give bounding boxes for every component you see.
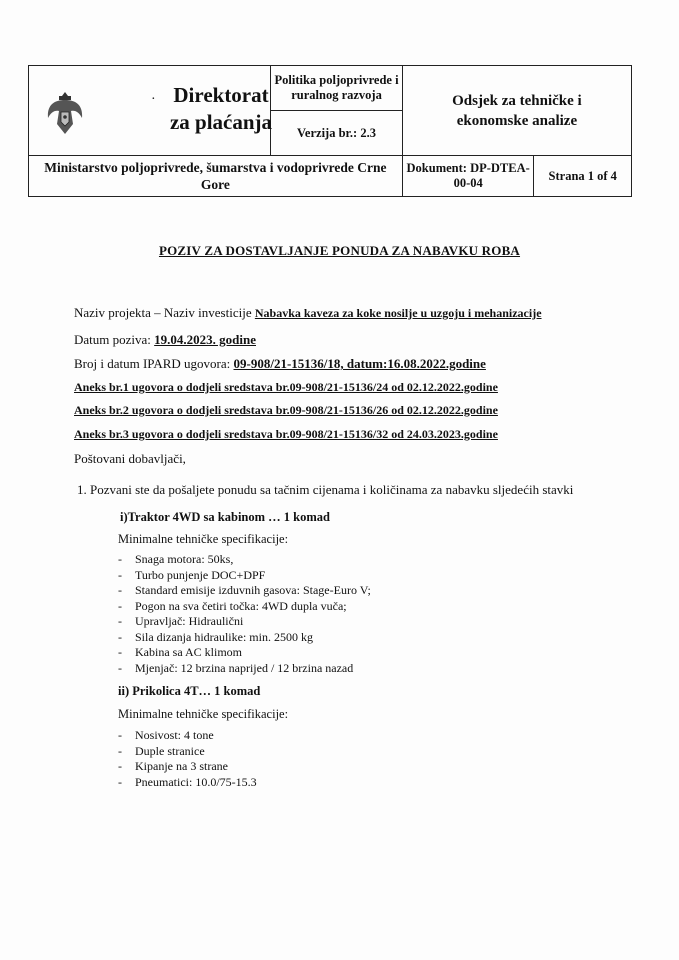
item-1-spec-list — [118, 552, 371, 676]
document-line-2: 00-04 — [453, 176, 483, 190]
spec-item: - Snaga motora: 50ks, — [118, 552, 371, 568]
policy-line-1: Politika poljoprivrede i — [274, 73, 399, 87]
header-table — [28, 65, 632, 197]
agency-line-1: Direktorat — [173, 83, 269, 107]
document-cell — [402, 156, 534, 197]
document-line-1: Dokument: DP-DTEA- — [406, 161, 530, 175]
item-2-spec-list — [118, 728, 257, 790]
department-cell — [402, 66, 631, 156]
contract-label: Broj i datum IPARD ugovora: — [74, 356, 234, 371]
spec-item: - Turbo punjenje DOC+DPF — [118, 568, 371, 584]
ministry-line-1: Ministarstvo poljoprivrede, šumarstva i vodoprivrede Crne — [44, 160, 387, 175]
date-label: Datum poziva: — [74, 332, 155, 347]
contract-value: 09-908/21-15136/18, datum:16.08.2022.godine — [233, 356, 486, 371]
spec-item: - Standard emisije izduvnih gasova: Stage-Euro V; — [118, 583, 371, 599]
contract-line — [74, 356, 486, 372]
spec-item: - Kipanje na 3 strane — [118, 759, 257, 775]
page-number: Strana 1 of 4 — [548, 168, 617, 183]
annex-1: Aneks br.1 ugovora o dodjeli sredstava br.09-908/21-15136/24 od 02.12.2022.godine — [74, 380, 498, 394]
project-line — [74, 305, 542, 321]
project-label: Naziv projekta – Naziv investicije — [74, 305, 255, 320]
date-value: 19.04.2023. godine — [154, 332, 256, 347]
spec-item: - Upravljač: Hidraulični — [118, 614, 371, 630]
spec-item: - Kabina sa AC klimom — [118, 645, 371, 661]
project-value: Nabavka kaveza za koke nosilje u uzgoju i mehanizacije — [254, 306, 542, 320]
item-2-title: ii) Prikolica 4T… 1 komad — [118, 684, 261, 698]
spec-item: - Duple stranice — [118, 744, 257, 760]
decorative-dot: · — [151, 92, 156, 107]
coat-of-arms-icon — [45, 90, 85, 136]
item-1-title: i)Traktor 4WD sa kabinom … 1 komad — [120, 510, 330, 524]
spec-item: - Mjenjač: 12 brzina naprijed / 12 brzina nazad — [118, 661, 371, 677]
version-label: Verzija br.: 2.3 — [297, 125, 376, 140]
document-title: POZIV ZA DOSTAVLJANJE PONUDA ZA NABAVKU ROBA — [158, 243, 521, 258]
item-2-spec-heading: Minimalne tehničke specifikacije: — [118, 707, 289, 721]
agency-cell — [29, 66, 271, 156]
policy-line-2: ruralnog razvoja — [291, 88, 382, 102]
annex-2: Aneks br.2 ugovora o dodjeli sredstava br.09-908/21-15136/26 od 02.12.2022.godine — [74, 403, 498, 417]
spec-item: - Pogon na sva četiri točka: 4WD dupla vuča; — [118, 599, 371, 615]
item-1-spec-heading: Minimalne tehničke specifikacije: — [118, 532, 289, 546]
annex-3: Aneks br.3 ugovora o dodjeli sredstava br.09-908/21-15136/32 od 24.03.2023.godine — [74, 427, 498, 441]
page-cell — [534, 156, 632, 197]
department-line-1: Odsjek za tehničke i — [452, 92, 582, 109]
spec-item: - Sila dizanja hidraulike: min. 2500 kg — [118, 630, 371, 646]
agency-name — [151, 82, 291, 136]
ministry-line-2: Gore — [200, 177, 230, 192]
intro-paragraph: 1. Pozvani ste da pošaljete ponudu sa tačnim cijenama i količinama za nabavku sljedećih stavki — [77, 482, 574, 497]
date-line — [74, 332, 256, 348]
spec-item: - Nosivost: 4 tone — [118, 728, 257, 744]
ministry-cell — [29, 156, 403, 197]
spec-item: - Pneumatici: 10.0/75-15.3 — [118, 775, 257, 791]
agency-line-2: za plaćanja — [169, 110, 273, 134]
department-line-2: ekonomske analize — [456, 112, 578, 129]
greeting: Poštovani dobavljači, — [74, 451, 186, 466]
